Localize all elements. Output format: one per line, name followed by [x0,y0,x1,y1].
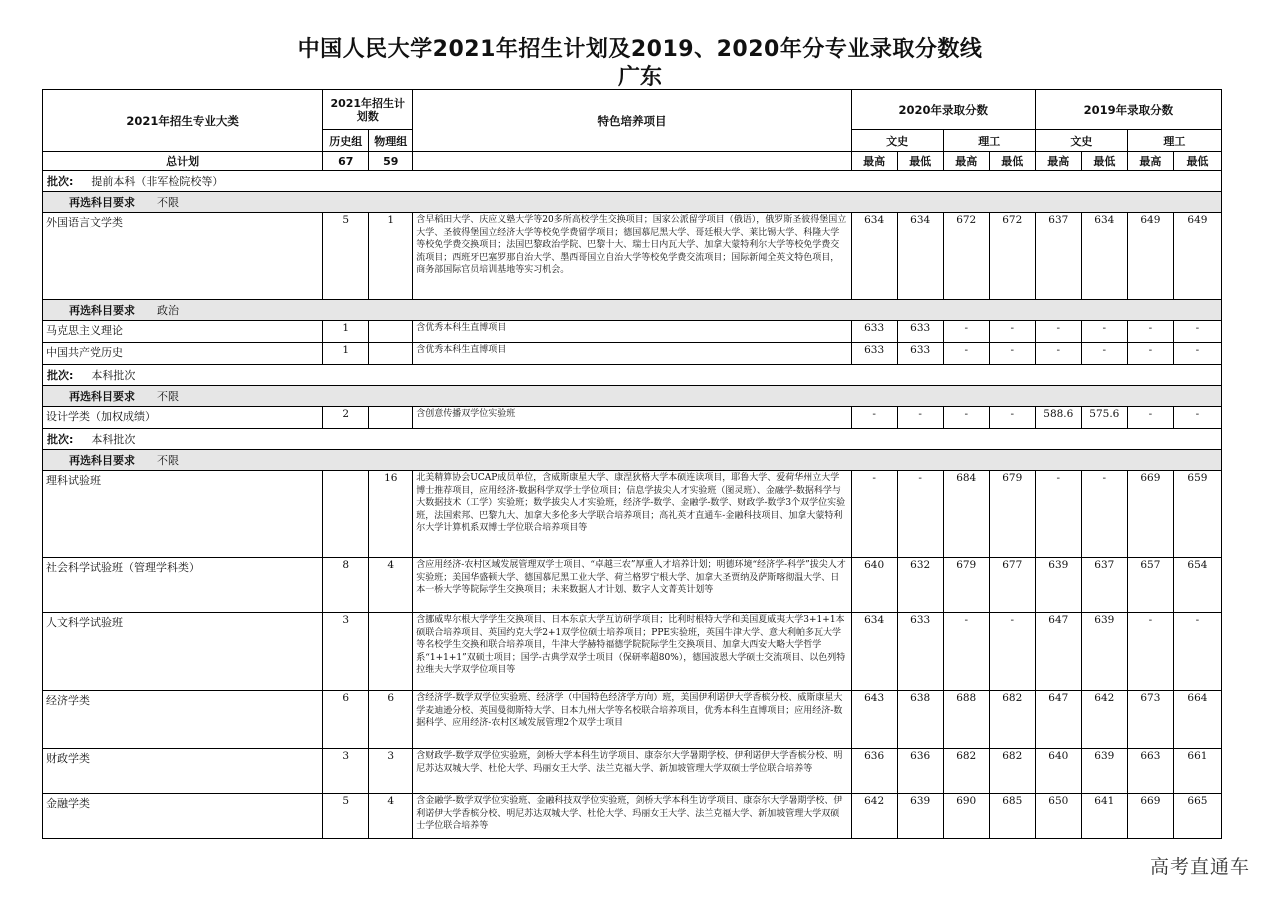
batch-value: 本科批次 [91,433,136,446]
score-2020-wenshi-max: - [851,407,897,429]
score-2019-wenshi-max: 637 [1035,213,1081,300]
ligong-2020-header: 理工 [943,130,1035,152]
score-2019-ligong-max: 663 [1127,749,1173,794]
batch-row [43,365,1222,386]
batch-cell [43,365,1222,386]
score-2020-wenshi-max: 636 [851,749,897,794]
score-2020-wenshi-max: 633 [851,321,897,343]
requirement-label: 再选科目要求 [69,196,135,209]
score-2020-wenshi-min: 632 [897,558,943,613]
requirement-value: 政治 [157,304,179,317]
min-header: 最低 [1173,152,1221,171]
requirement-value: 不限 [157,390,179,403]
requirement-cell [43,386,1222,407]
score-2019-ligong-max: 669 [1127,794,1173,839]
plan-physics: 1 [369,213,413,300]
requirement-cell [43,300,1222,321]
plan-history: 5 [323,213,369,300]
project-column-header: 特色培养项目 [413,90,851,152]
requirement-value: 不限 [157,454,179,467]
score-2020-wenshi-min: 633 [897,343,943,365]
wenshi-2019-header: 文史 [1035,130,1127,152]
score-2020-wenshi-max: - [851,471,897,558]
requirement-cell [43,450,1222,471]
history-group-header: 历史组 [323,130,369,152]
table-row [43,471,1222,558]
score-2020-ligong-min: 679 [989,471,1035,558]
score-2020-wenshi-min: 633 [897,321,943,343]
min-header: 最低 [1081,152,1127,171]
score-2020-ligong-max: 682 [943,749,989,794]
major-name: 经济学类 [43,691,323,749]
score-2020-header: 2020年录取分数 [851,90,1035,130]
batch-row [43,429,1222,450]
score-2019-wenshi-max: 640 [1035,749,1081,794]
score-2019-ligong-max: 669 [1127,471,1173,558]
batch-label: 批次: [47,433,74,446]
plan-physics [369,343,413,365]
score-2019-wenshi-max: - [1035,321,1081,343]
batch-value: 本科批次 [91,369,136,382]
plan-history: 3 [323,613,369,691]
score-2019-wenshi-max: - [1035,471,1081,558]
plan-physics: 6 [369,691,413,749]
score-2019-wenshi-max: 650 [1035,794,1081,839]
table-row [43,213,1222,300]
score-2019-ligong-max: - [1127,407,1173,429]
score-2019-wenshi-min: 637 [1081,558,1127,613]
admission-table [42,89,1222,839]
table-row [43,558,1222,613]
total-physics: 59 [369,152,413,171]
score-2020-ligong-min: - [989,343,1035,365]
project-description: 北美精算协会UCAP成员单位，含威斯康星大学、康涅狄格大学本硕连读项目，耶鲁大学、爱荷华州立大学博士推荐项目，应用经济-数据科学双学士学位项目；信息学拔尖人才实验班（图灵班）、金融学-数据科学与大数据技术（工学）实验班；数学拔尖人才实验班，经济学-数学、金融学-数学、财政学-数学3个双学位实验班，法国索邦、巴黎九大、加拿大多伦多大学联合培养项目；高礼英才直通车-金融科技项目、加拿大蒙特利尔大学计算机系双博士学位联合培养项目等 [413,471,851,558]
table-body [43,171,1222,839]
score-2020-ligong-max: - [943,321,989,343]
score-2020-ligong-min: - [989,407,1035,429]
score-2019-ligong-min: 659 [1173,471,1221,558]
score-2020-ligong-min: - [989,613,1035,691]
plan-history: 6 [323,691,369,749]
score-2019-wenshi-min: 639 [1081,749,1127,794]
plan-physics: 4 [369,558,413,613]
project-description: 含早稻田大学、庆应义塾大学等20多所高校学生交换项目；国家公派留学项目（俄语），俄罗斯圣彼得堡国立大学、圣彼得堡国立经济大学等校免学费留学项目；德国慕尼黑大学、哥廷根大学、莱比锡大学、科隆大学等校免学费交换项目；法国巴黎政治学院、巴黎十大、瑞士日内瓦大学、加拿大蒙特利尔大学等校免学费交流项目；西班牙巴塞罗那自治大学、墨西哥国立自治大学等校免学费交流项目；国际新闻全英文特色项目，商务部国际官员培训基地等实习机会。 [413,213,851,300]
score-2019-ligong-min: - [1173,407,1221,429]
score-2019-wenshi-min: - [1081,471,1127,558]
score-2019-wenshi-min: - [1081,321,1127,343]
score-2019-ligong-min: - [1173,343,1221,365]
table-row [43,343,1222,365]
score-2020-ligong-max: 688 [943,691,989,749]
project-description: 含创意传播双学位实验班 [413,407,851,429]
score-2019-wenshi-min: 575.6 [1081,407,1127,429]
requirement-cell [43,192,1222,213]
project-description: 含经济学-数学双学位实验班、经济学（中国特色经济学方向）班，美国伊利诺伊大学香槟分校、威斯康星大学麦迪逊分校、英国曼彻斯特大学、日本九州大学等名校联合培养项目，优秀本科生直博项目；应用经济-数据科学、应用经济-农村区域发展管理2个双学士项目 [413,691,851,749]
score-2019-ligong-min: - [1173,321,1221,343]
plan-physics [369,321,413,343]
score-2020-ligong-max: - [943,613,989,691]
table-row [43,794,1222,839]
score-2020-wenshi-min: 639 [897,794,943,839]
major-name: 外国语言文学类 [43,213,323,300]
requirement-label: 再选科目要求 [69,390,135,403]
min-header: 最低 [989,152,1035,171]
score-2019-wenshi-min: 634 [1081,213,1127,300]
score-2020-wenshi-max: 634 [851,613,897,691]
max-header: 最高 [1035,152,1081,171]
score-2020-ligong-max: 684 [943,471,989,558]
score-2019-wenshi-max: 647 [1035,613,1081,691]
score-2019-wenshi-max: 588.6 [1035,407,1081,429]
batch-label: 批次: [47,175,74,188]
major-name: 金融学类 [43,794,323,839]
table-row [43,321,1222,343]
max-header: 最高 [1127,152,1173,171]
score-2020-wenshi-max: 640 [851,558,897,613]
plan-history [323,471,369,558]
major-name: 马克思主义理论 [43,321,323,343]
plan-history: 5 [323,794,369,839]
score-2020-wenshi-max: 633 [851,343,897,365]
score-2019-wenshi-min: 639 [1081,613,1127,691]
score-2019-wenshi-max: 639 [1035,558,1081,613]
score-2019-wenshi-min: - [1081,343,1127,365]
score-2020-ligong-min: 672 [989,213,1035,300]
plan-history: 3 [323,749,369,794]
score-2020-ligong-min: 685 [989,794,1035,839]
batch-label: 批次: [47,369,74,382]
score-2019-wenshi-min: 642 [1081,691,1127,749]
score-2020-wenshi-min: 638 [897,691,943,749]
major-name: 中国共产党历史 [43,343,323,365]
plan-history: 1 [323,343,369,365]
score-2020-wenshi-min: - [897,407,943,429]
batch-cell [43,171,1222,192]
score-2019-ligong-max: - [1127,343,1173,365]
project-description: 含财政学-数学双学位实验班，剑桥大学本科生访学项目、康奈尔大学暑期学校、伊利诺伊大学香槟分校、明尼苏达双城大学、杜伦大学、玛丽女王大学、法兰克福大学、新加坡管理大学双硕士学位联合培养等 [413,749,851,794]
major-name: 财政学类 [43,749,323,794]
max-header: 最高 [943,152,989,171]
batch-value: 提前本科（非军检院校等） [91,175,224,188]
plan-column-header: 2021年招生计划数 [323,90,413,130]
score-2020-wenshi-min: - [897,471,943,558]
score-2020-ligong-min: - [989,321,1035,343]
score-2019-header: 2019年录取分数 [1035,90,1221,130]
project-description: 含挪威卑尔根大学学生交换项目、日本东京大学互访研学项目；比利时根特大学和美国夏威夷大学3+1+1本硕联合培养项目、英国约克大学2+1双学位硕士培养项目；PPE实验班，英国牛津大学、意大利帕多瓦大学等名校学生交换和联合培养项目，牛津大学赫特福德学院院际学生交换项目、加拿大西安大略大学哲学系“1+1+1”双硕士项目；国学-古典学双学士项目（保研率超80%），德国波恩大学硕士交流项目、以色列特拉维夫大学双学位项目等 [413,613,851,691]
score-2019-ligong-min: 649 [1173,213,1221,300]
watermark: 高考直通车 [1149,856,1250,878]
major-name: 理科试验班 [43,471,323,558]
project-description: 含应用经济-农村区域发展管理双学士项目、“卓越三农”厚重人才培养计划；明德环境“经济学-科学”拔尖人才实验班；美国华盛顿大学、德国慕尼黑工业大学、荷兰格罗宁根大学、加拿大圣贾纳及萨斯喀彻温大学、日本一桥大学等院际学生交换项目；未来数据人才计划、数字人文菁英计划等 [413,558,851,613]
project-description: 含优秀本科生直博项目 [413,343,851,365]
total-history: 67 [323,152,369,171]
table-row [43,749,1222,794]
score-2019-wenshi-min: 641 [1081,794,1127,839]
score-2020-ligong-min: 682 [989,691,1035,749]
major-name: 设计学类（加权成绩） [43,407,323,429]
score-2019-ligong-min: 654 [1173,558,1221,613]
score-2019-ligong-min: 661 [1173,749,1221,794]
score-2020-wenshi-max: 634 [851,213,897,300]
page-subtitle: 广东 [617,65,662,90]
score-2019-ligong-max: - [1127,613,1173,691]
score-2020-wenshi-min: 634 [897,213,943,300]
project-description: 含优秀本科生直博项目 [413,321,851,343]
plan-history: 1 [323,321,369,343]
ligong-2019-header: 理工 [1127,130,1221,152]
batch-row [43,171,1222,192]
score-2019-wenshi-max: - [1035,343,1081,365]
requirement-row [43,450,1222,471]
physics-group-header: 物理组 [369,130,413,152]
score-2019-ligong-max: 673 [1127,691,1173,749]
score-2020-wenshi-min: 636 [897,749,943,794]
plan-physics: 16 [369,471,413,558]
score-2019-ligong-max: 649 [1127,213,1173,300]
score-2019-ligong-min: 664 [1173,691,1221,749]
table-row [43,691,1222,749]
score-2020-ligong-max: 679 [943,558,989,613]
score-2020-ligong-max: 690 [943,794,989,839]
score-2020-ligong-min: 682 [989,749,1035,794]
requirement-value: 不限 [157,196,179,209]
score-2019-ligong-max: 657 [1127,558,1173,613]
plan-history: 2 [323,407,369,429]
major-name: 社会科学试验班（管理学科类） [43,558,323,613]
major-column-header: 2021年招生专业大类 [43,90,323,152]
score-2020-ligong-max: 672 [943,213,989,300]
requirement-label: 再选科目要求 [69,304,135,317]
min-header: 最低 [897,152,943,171]
score-2020-wenshi-max: 642 [851,794,897,839]
score-2019-ligong-min: - [1173,613,1221,691]
score-2019-ligong-max: - [1127,321,1173,343]
requirement-row [43,192,1222,213]
plan-physics: 4 [369,794,413,839]
requirement-row [43,300,1222,321]
score-2020-ligong-max: - [943,407,989,429]
major-name: 人文科学试验班 [43,613,323,691]
requirement-label: 再选科目要求 [69,454,135,467]
plan-physics: 3 [369,749,413,794]
score-2019-ligong-min: 665 [1173,794,1221,839]
table-row [43,613,1222,691]
batch-cell [43,429,1222,450]
requirement-row [43,386,1222,407]
max-header: 最高 [851,152,897,171]
plan-history: 8 [323,558,369,613]
total-plan-label: 总计划 [43,152,323,171]
score-2020-ligong-min: 677 [989,558,1035,613]
wenshi-2020-header: 文史 [851,130,943,152]
plan-physics [369,407,413,429]
page-title: 中国人民大学2021年招生计划及2019、2020年分专业录取分数线 [297,37,983,62]
project-description: 含金融学-数学双学位实验班、金融科技双学位实验班，剑桥大学本科生访学项目、康奈尔大学暑期学校、伊利诺伊大学香槟分校、明尼苏达双城大学、杜伦大学、玛丽女王大学、法兰克福大学、新加坡管理大学双硕士学位联合培养等 [413,794,851,839]
score-2020-ligong-max: - [943,343,989,365]
total-blank [413,152,851,171]
plan-physics [369,613,413,691]
score-2019-wenshi-max: 647 [1035,691,1081,749]
table-row [43,407,1222,429]
score-2020-wenshi-min: 633 [897,613,943,691]
score-2020-wenshi-max: 643 [851,691,897,749]
